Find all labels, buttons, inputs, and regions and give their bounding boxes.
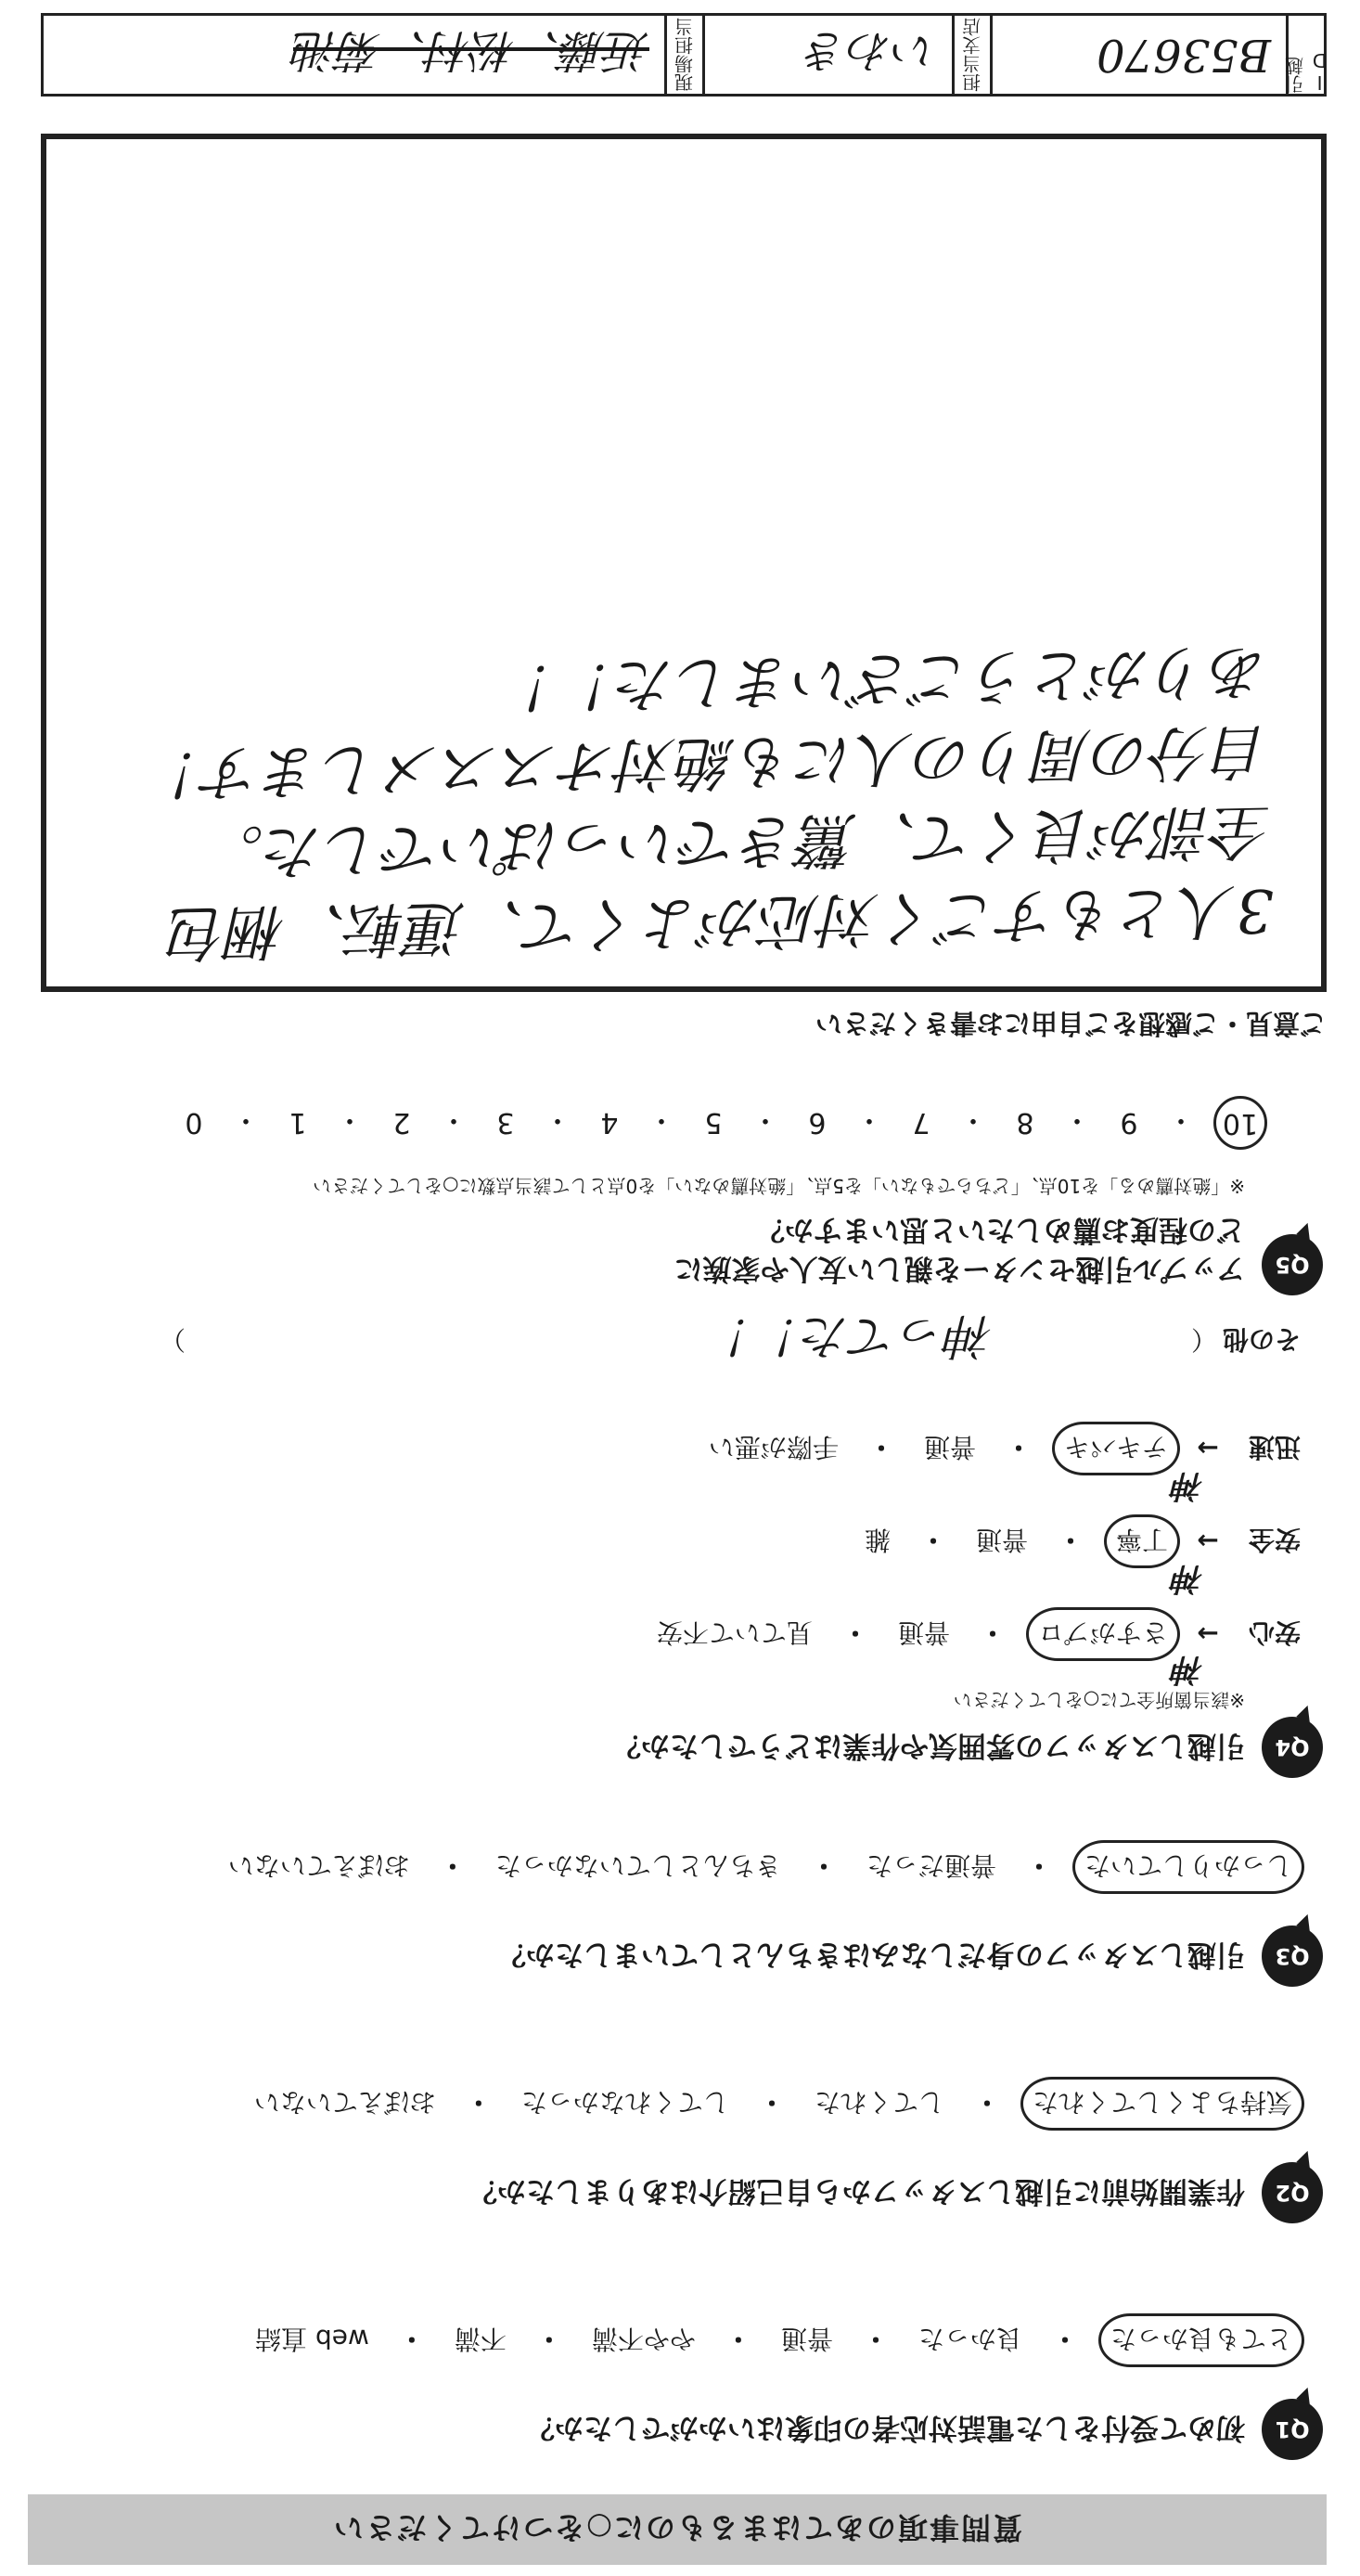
branch-label: 担当支店 [952, 16, 990, 94]
q4-row-jinsoku: 迅速 → テキパキ ・ 普通 ・ 手際が悪い 神 [15, 1413, 1301, 1484]
arrow-icon: → [1197, 1618, 1219, 1650]
q1-options: とても良かった ・ 良かった ・ 普通 ・ やや不満 ・ 不満 ・ web 直結 [15, 2313, 1304, 2367]
q5-title-line1: アップル引越センターを親しい友人や家族に [674, 1252, 1245, 1285]
q2-options: 気持ちよくしてくれた ・ してくれた ・ してくれなかった ・ おぼえていない [15, 2077, 1304, 2131]
header-bar-text: 質問事項のあてはまるものに○をつけてください [332, 2510, 1022, 2545]
comment-line-4: ありがとうございました！！ [496, 636, 1270, 721]
score-7[interactable]: 7 [912, 1106, 930, 1140]
leader-value[interactable]: 近藤、松村、菊池 [292, 24, 649, 77]
q1-title: 初めて受付をした電話対応者の印象はいかがでしたか？ [526, 2411, 1245, 2444]
q4-option-normal[interactable]: 普通 [897, 1617, 950, 1648]
q2-option-did[interactable]: してくれた [814, 2087, 944, 2118]
q4-option-clumsy[interactable]: 手際が悪い [708, 1432, 839, 1462]
q4-row-label: 安全 [1248, 1525, 1301, 1555]
q5-title-line2: どの程度お薦めしたいと思いますか？ [756, 1213, 1245, 1246]
q4-row-anzen: 安全 → 丁寧 ・ 普通 ・ 雑 神 [15, 1506, 1301, 1577]
score-2[interactable]: 2 [392, 1106, 411, 1140]
q4-other-paren-close: ） [159, 1324, 186, 1355]
q4-note: ※該当箇所全てに○をしてください [953, 1689, 1245, 1711]
arrow-icon: → [1197, 1433, 1219, 1464]
q2-option-pleasant[interactable]: 気持ちよくしてくれた [1020, 2077, 1304, 2131]
q4-row-other [15, 1306, 1301, 1376]
q4-other-paren-open: （ [1190, 1324, 1217, 1355]
q2-option-did-not[interactable]: してくれなかった [520, 2087, 729, 2118]
id-label: 引越ID [1286, 16, 1324, 94]
arrow-icon: → [1197, 1526, 1219, 1557]
question-2 [15, 2077, 1323, 2223]
question-3 [15, 1840, 1323, 1987]
leader-label: 現場担当 [664, 16, 702, 94]
comment-line-1: 3人ともすごく対応がよくて、運転、梱包 [168, 875, 1275, 967]
q3-title: 引越しスタッフの身だしなみはきちんとしていましたか？ [497, 1938, 1245, 1971]
q5-note: ※「絶対薦める」を10点、「どちらでもない」を5点、「絶対薦めない」を0点として該当点数に○をしてください [313, 1175, 1245, 1197]
branch-value[interactable]: いわき [702, 16, 952, 94]
q3-options: しっかりしていた ・ 普通だった ・ きちんとしていなかった ・ おぼえていない [15, 1840, 1304, 1894]
q3-option-normal[interactable]: 普通だった [866, 1850, 996, 1881]
score-5[interactable]: 5 [704, 1106, 723, 1140]
q4-option-polite[interactable]: 丁寧 [1104, 1514, 1180, 1568]
q4-badge: Q4 [1262, 1717, 1323, 1778]
q3-option-dont-remember[interactable]: おぼえていない [227, 1850, 410, 1881]
q3-option-not-neat[interactable]: きちんとしていなかった [494, 1850, 781, 1881]
q1-option-bad[interactable]: 不満 [454, 2324, 507, 2354]
comment-handwritten [141, 630, 1275, 972]
q4-option-quick[interactable]: テキパキ [1052, 1422, 1180, 1475]
q3-option-neat[interactable]: しっかりしていた [1072, 1840, 1304, 1894]
comment-line-3: 自分の周りの人にも絶対オススメします！ [142, 715, 1272, 808]
q2-badge: Q2 [1262, 2162, 1323, 2223]
q4-other-label: その他 [1222, 1324, 1301, 1355]
q3-badge: Q3 [1262, 1926, 1323, 1987]
q4-other-handwritten[interactable]: 神ってた！！ [704, 1307, 994, 1364]
q4-option-pro[interactable]: さすがプロ [1026, 1607, 1180, 1661]
score-3[interactable]: 3 [496, 1106, 515, 1140]
id-value[interactable]: B53670 [990, 16, 1286, 94]
question-4 [15, 1306, 1323, 1778]
score-8[interactable]: 8 [1016, 1106, 1034, 1140]
comment-label: ご意見・ご感想をご自由にお書きください [815, 1008, 1327, 1039]
score-4[interactable]: 4 [600, 1106, 619, 1140]
q5-badge: Q5 [1262, 1234, 1323, 1295]
score-1[interactable]: 1 [289, 1106, 307, 1140]
q4-option-normal[interactable]: 普通 [975, 1525, 1028, 1555]
q4-handwritten-mark: 神 [1173, 1560, 1204, 1597]
score-10[interactable]: 10 [1213, 1096, 1267, 1150]
question-1 [15, 2313, 1323, 2460]
meta-table [41, 13, 1331, 97]
q4-row-label: 安心 [1248, 1617, 1301, 1648]
header-bar [28, 2494, 1327, 2565]
q4-row-label: 迅速 [1248, 1432, 1301, 1462]
q1-option-somewhat-bad[interactable]: やや不満 [591, 2324, 696, 2354]
q4-option-normal[interactable]: 普通 [923, 1432, 976, 1462]
q4-handwritten-mark: 神 [1173, 1651, 1204, 1688]
q4-row-anshin: 安心 → さすがプロ ・ 普通 ・ 見ていて不安 神 [15, 1599, 1301, 1669]
comment-line-2: 全部が良くて、驚きでいっぱいでした。 [204, 795, 1274, 887]
q4-handwritten-mark: 神 [1173, 1467, 1204, 1504]
q2-title: 作業開始前に引越しスタッフから自己紹介はありましたか？ [468, 2174, 1245, 2208]
q1-option-very-good[interactable]: とても良かった [1098, 2313, 1304, 2367]
q5-scale: 10 ・ 9 ・ 8 ・ 7 ・ 6 ・ 5 ・ 4 ・ 3 ・ 2 ・ 1 ・ 0 [15, 1096, 1267, 1150]
q1-option-normal[interactable]: 普通 [780, 2324, 833, 2354]
score-6[interactable]: 6 [808, 1106, 827, 1140]
comment-box[interactable] [41, 134, 1327, 992]
q4-option-anxious[interactable]: 見ていて不安 [656, 1617, 813, 1648]
q1-option-good[interactable]: 良かった [917, 2324, 1022, 2354]
q2-option-dont-remember[interactable]: おぼえていない [253, 2087, 436, 2118]
score-0[interactable]: 0 [185, 1106, 203, 1140]
question-5 [15, 1096, 1323, 1295]
q4-option-rough[interactable]: 雑 [864, 1525, 891, 1555]
score-9[interactable]: 9 [1120, 1106, 1138, 1140]
q1-badge: Q1 [1262, 2399, 1323, 2460]
q1-option-web[interactable]: web 直結 [255, 2324, 369, 2354]
q4-title: 引越しスタッフの雰囲気や作業はどうでしたか？ [612, 1729, 1245, 1762]
